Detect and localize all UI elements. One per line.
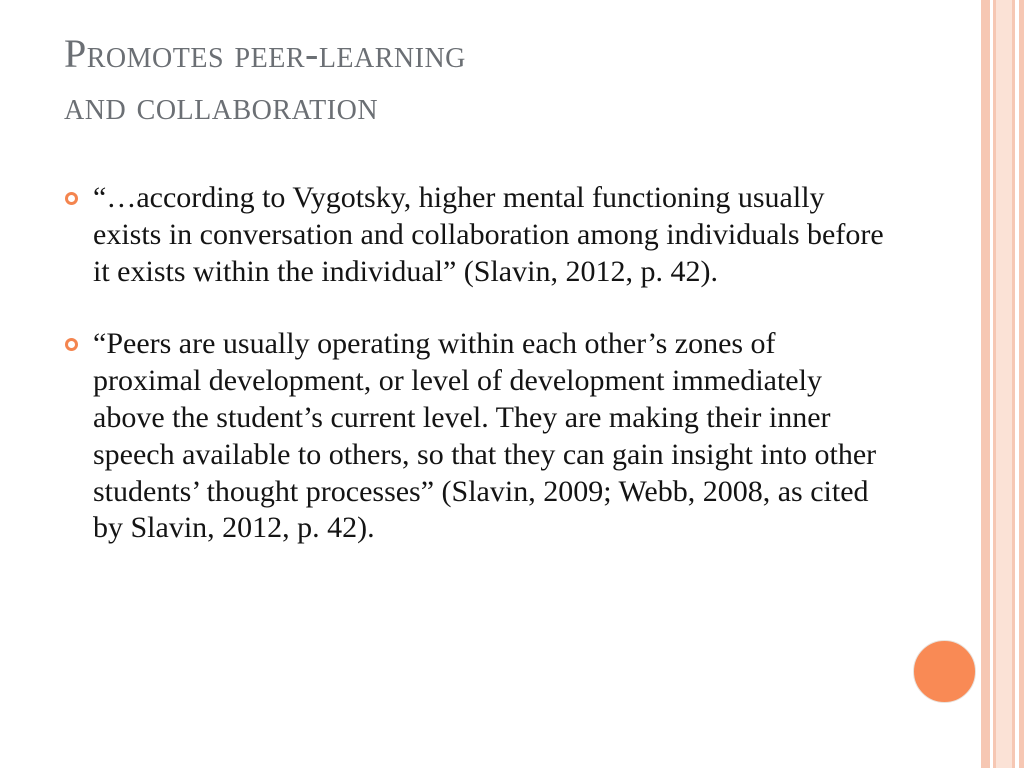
bullet-text: “Peers are usually operating within each other’s zones of proximal development, or level of development immediately above the student’s current level. They are making their inner speech available to others, so that they can gain insight into other students’ thought processes” (Slavin, 2009; Webb, 2008, as cited by Slavin, 2012, p. 42). <box>93 327 877 545</box>
slide-body <box>64 180 884 583</box>
orange-circle-decoration <box>913 640 976 703</box>
edge-stripe <box>1019 0 1024 768</box>
bullet-item <box>64 326 884 547</box>
title-line-1: Promotes peer-learning <box>64 31 466 76</box>
hollow-circle-bullet-icon <box>65 192 78 205</box>
title-line-2: and collaboration <box>64 83 379 128</box>
edge-stripe <box>981 0 990 768</box>
slide-title <box>64 28 924 132</box>
hollow-circle-bullet-icon <box>65 338 78 351</box>
edge-stripe <box>996 0 1012 768</box>
bullet-item <box>64 180 884 290</box>
bullet-text: “…according to Vygotsky, higher mental functioning usually exists in conversation and collaboration among individuals before it exists within the individual” (Slavin, 2012, p. 42). <box>93 181 884 288</box>
